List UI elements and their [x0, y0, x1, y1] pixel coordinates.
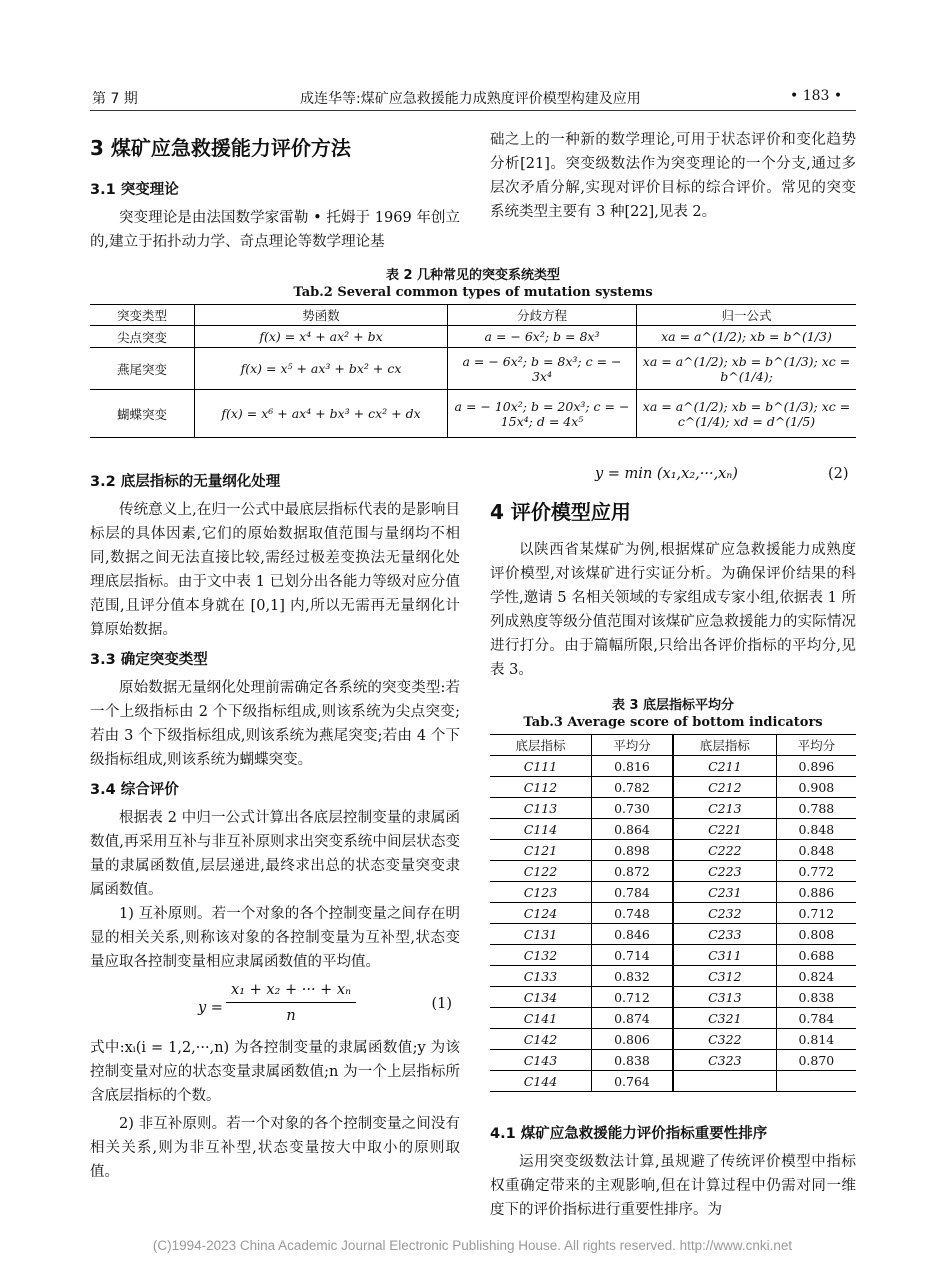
section-3-4-heading: 3.4 综合评价 [90, 782, 179, 798]
t3-indicator: C321 [673, 1008, 776, 1029]
t3-indicator: C142 [490, 1029, 591, 1050]
t3-indicator: C111 [490, 756, 591, 777]
t3-indicator: C322 [673, 1029, 776, 1050]
table-row [490, 1071, 856, 1092]
t3-indicator: C132 [490, 945, 591, 966]
right-body-column [490, 500, 856, 682]
section-3-2-heading: 3.2 底层指标的无量纲化处理 [90, 474, 281, 490]
t3-score: 0.784 [776, 1008, 856, 1029]
equation-2: y = min (x₁,x₂,···,xₙ) [595, 466, 738, 482]
t3-score: 0.688 [776, 945, 856, 966]
t3-score: 0.908 [776, 777, 856, 798]
t3-score: 0.848 [776, 819, 856, 840]
section-4-1-heading: 4.1 煤矿应急救援能力评价指标重要性排序 [490, 1126, 768, 1142]
t3-score: 0.846 [591, 924, 673, 945]
paragraph-where: 式中:xᵢ(i = 1,2,···,n) 为各控制变量的隶属函数值;y 为该控制变量对应的状态变量隶属函数值;n 为一个上层指标所含底层指标的个数。 [90, 1040, 460, 1104]
t3-score: 0.782 [591, 777, 673, 798]
section-3-3-heading: 3.3 确定突变类型 [90, 652, 208, 668]
t3-score: 0.814 [776, 1029, 856, 1050]
right-top-column [490, 128, 856, 224]
t3-indicator: C213 [673, 798, 776, 819]
t3-indicator: C323 [673, 1050, 776, 1071]
t2-header-type: 突变类型 [90, 305, 195, 326]
t2-bifurcation: a = − 6x²; b = 8x³; c = − 3x⁴ [448, 348, 637, 390]
t2-potential: f(x) = x⁵ + ax³ + bx² + cx [195, 348, 448, 390]
t2-header-bifurcation: 分歧方程 [448, 305, 637, 326]
t2-type: 蝴蝶突变 [90, 390, 195, 438]
t3-indicator: C131 [490, 924, 591, 945]
t3-score: 0.772 [776, 861, 856, 882]
table-row [490, 903, 856, 924]
table-row [490, 1050, 856, 1071]
paragraph-complement: 1) 互补原则。若一个对象的各个控制变量之间存在明显的相关关系,则称该对象的各控制变量为互补型,状态变量应取各控制变量相应隶属函数值的平均值。 [90, 906, 460, 970]
t3-header-indicator: 底层指标 [490, 735, 591, 756]
table-row [490, 798, 856, 819]
paragraph-right-top: 础之上的一种新的数学理论,可用于状态评价和变化趋势分析[21]。突变级数法作为突变理论的一个分支,通过多层次矛盾分解,实现对评价目标的综合评价。常见的突变系统类型主要有 3 种[22],见表 2。 [490, 132, 856, 220]
table-row [490, 882, 856, 903]
table-row [90, 390, 856, 438]
t3-score: 0.824 [776, 966, 856, 987]
page-number: • 183 • [790, 88, 843, 104]
t3-score [776, 1071, 856, 1092]
paragraph-3-2: 传统意义上,在归一公式中最底层指标代表的是影响目标层的具体因素,它们的原始数据取值范围与量纲均不相同,数据之间无法直接比较,需经过极差变换法无量纲化处理底层指标。由于文中表 1 已划分出各能力等级对应分值范围,且评分值本身就在 [0,1] 内,所以无需再无量纲化计算原始数据。 [90, 502, 460, 638]
right-bottom-column [490, 1122, 856, 1222]
t3-score: 0.864 [591, 819, 673, 840]
t3-header-score: 平均分 [776, 735, 856, 756]
eq1-denominator: n [286, 1008, 296, 1024]
t2-potential: f(x) = x⁴ + ax² + bx [195, 326, 448, 348]
table-row [490, 777, 856, 798]
t3-score: 0.808 [776, 924, 856, 945]
t3-score: 0.714 [591, 945, 673, 966]
t3-score: 0.848 [776, 840, 856, 861]
table-row [490, 840, 856, 861]
t3-score: 0.898 [591, 840, 673, 861]
eq1-lhs: y = [198, 1000, 223, 1016]
t2-bifurcation: a = − 10x²; b = 20x³; c = − 15x⁴; d = 4x⁵ [448, 390, 637, 438]
table3-caption-cn: 表 3 底层指标平均分 [611, 698, 735, 713]
paragraph-4-1: 运用突变级数法计算,虽规避了传统评价模型中指标权重确定带来的主观影响,但在计算过程中仍需对同一维度下的评价指标进行重要性排序。为 [490, 1154, 856, 1218]
t2-normalize: xa = a^(1/2); xb = b^(1/3); xc = b^(1/4); [637, 348, 857, 390]
table-2 [90, 304, 856, 438]
t3-indicator: C143 [490, 1050, 591, 1071]
t3-indicator: C312 [673, 966, 776, 987]
table-row [490, 966, 856, 987]
paragraph-3-3: 原始数据无量纲化处理前需确定各系统的突变类型:若一个上级指标由 2 个下级指标组成,则该系统为尖点突变;若由 3 个下级指标组成,则该系统为燕尾突变;若由 4 个下级指标组成,则该系统为蝴蝶突变。 [90, 680, 460, 768]
t2-normalize: xa = a^(1/2); xb = b^(1/3) [637, 326, 857, 348]
t3-score: 0.748 [591, 903, 673, 924]
table-row [490, 1008, 856, 1029]
section-3-heading: 3 煤矿应急救援能力评价方法 [90, 136, 351, 160]
t3-score: 0.784 [591, 882, 673, 903]
t2-type: 尖点突变 [90, 326, 195, 348]
t2-header-potential: 势函数 [195, 305, 448, 326]
t3-score: 0.838 [591, 1050, 673, 1071]
t3-score: 0.872 [591, 861, 673, 882]
t3-indicator: C233 [673, 924, 776, 945]
t2-bifurcation: a = − 6x²; b = 8x³ [448, 326, 637, 348]
paragraph-4: 以陕西省某煤矿为例,根据煤矿应急救援能力成熟度评价模型,对该煤矿进行实证分析。为确保评价结果的科学性,邀请 5 名相关领域的专家组成专家小组,依据表 1 所列成熟度等级分值范围对该煤矿应急救援能力的实际情况进行打分。由于篇幅所限,只给出各评价指标的平均分,见表 3。 [490, 542, 856, 678]
eq1-tag: (1) [431, 996, 452, 1012]
t2-potential: f(x) = x⁶ + ax⁴ + bx³ + cx² + dx [195, 390, 448, 438]
t3-score: 0.712 [591, 987, 673, 1008]
paragraph-noncomplement: 2) 非互补原则。若一个对象的各个控制变量之间没有相关关系,则为非互补型,状态变量按大中取小的原则取值。 [90, 1116, 460, 1180]
t3-score: 0.730 [591, 798, 673, 819]
table-row [90, 348, 856, 390]
t2-normalize: xa = a^(1/2); xb = b^(1/3); xc = c^(1/4); xd = d^(1/5) [637, 390, 857, 438]
t3-indicator: C114 [490, 819, 591, 840]
t3-indicator: C121 [490, 840, 591, 861]
t3-indicator: C231 [673, 882, 776, 903]
t3-indicator: C222 [673, 840, 776, 861]
left-top-column [90, 136, 460, 254]
t3-indicator: C211 [673, 756, 776, 777]
equation-1 [90, 974, 460, 1036]
paragraph-3-4: 根据表 2 中归一公式计算出各底层控制变量的隶属函数值,再采用互补与非互补原则求出突变系统中间层状态变量的隶属函数值,层层递进,最终求出总的状态变量突变隶属函数值。 [90, 810, 460, 898]
table3-caption-en: Tab.3 Average score of bottom indicators [523, 715, 823, 730]
t3-score: 0.832 [591, 966, 673, 987]
t3-indicator: C212 [673, 777, 776, 798]
t3-indicator: C311 [673, 945, 776, 966]
t3-indicator: C144 [490, 1071, 591, 1092]
t3-score: 0.874 [591, 1008, 673, 1029]
section-3-1-heading: 3.1 突变理论 [90, 182, 179, 198]
issue-number: 第 7 期 [92, 91, 138, 107]
eq2-tag: (2) [828, 466, 849, 482]
t3-indicator: C122 [490, 861, 591, 882]
t2-type: 燕尾突变 [90, 348, 195, 390]
t3-header-indicator: 底层指标 [673, 735, 776, 756]
table2-caption-en: Tab.2 Several common types of mutation systems [293, 285, 653, 300]
t3-score: 0.816 [591, 756, 673, 777]
t3-score: 0.788 [776, 798, 856, 819]
t3-indicator: C313 [673, 987, 776, 1008]
table-row [490, 987, 856, 1008]
eq1-numerator: x₁ + x₂ + ··· + xₙ [226, 978, 356, 1003]
table-row [490, 819, 856, 840]
copyright-footer: (C)1994-2023 China Academic Journal Electronic Publishing House. All rights reserved. http://www.cnki.net [152, 1238, 793, 1253]
t3-indicator: C124 [490, 903, 591, 924]
t3-score: 0.806 [591, 1029, 673, 1050]
t3-score: 0.886 [776, 882, 856, 903]
t3-indicator: C134 [490, 987, 591, 1008]
left-body-column [90, 470, 460, 1184]
section-4-heading: 4 评价模型应用 [490, 500, 631, 524]
t3-score: 0.870 [776, 1050, 856, 1071]
t3-indicator: C141 [490, 1008, 591, 1029]
header-rule [90, 110, 856, 111]
t3-score: 0.712 [776, 903, 856, 924]
t3-indicator: C113 [490, 798, 591, 819]
t3-score: 0.764 [591, 1071, 673, 1092]
table-row [90, 326, 856, 348]
running-title: 成连华等:煤矿应急救援能力成熟度评价模型构建及应用 [300, 91, 641, 107]
t3-indicator: C221 [673, 819, 776, 840]
t3-score: 0.838 [776, 987, 856, 1008]
table2-caption-cn: 表 2 几种常见的突变系统类型 [385, 268, 561, 283]
t3-indicator [673, 1071, 776, 1092]
t3-indicator: C232 [673, 903, 776, 924]
t3-header-score: 平均分 [591, 735, 673, 756]
t3-indicator: C223 [673, 861, 776, 882]
table-row [490, 1029, 856, 1050]
t2-header-normalize: 归一公式 [637, 305, 857, 326]
table-3 [490, 734, 856, 1092]
table-row [490, 756, 856, 777]
table-row [490, 945, 856, 966]
t3-indicator: C123 [490, 882, 591, 903]
t3-indicator: C133 [490, 966, 591, 987]
t3-score: 0.896 [776, 756, 856, 777]
t3-indicator: C112 [490, 777, 591, 798]
table-row [490, 861, 856, 882]
table-row [490, 924, 856, 945]
paragraph-3-1: 突变理论是由法国数学家雷勒 • 托姆于 1969 年创立的,建立于拓扑动力学、奇点理论等数学理论基 [90, 210, 460, 250]
